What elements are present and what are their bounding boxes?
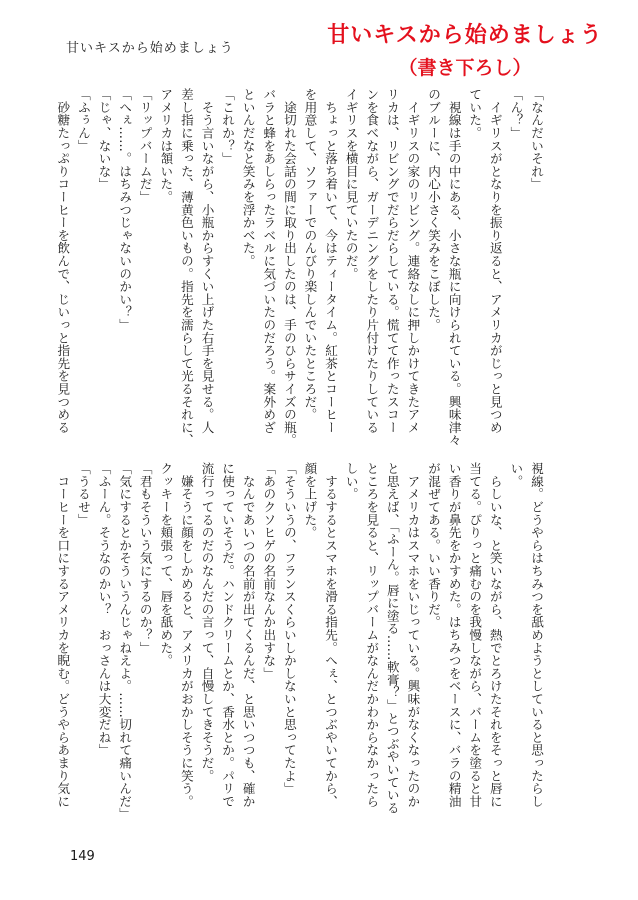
text-line: 「そういうの、フランスくらいしかしないと思ってたよ」 (281, 462, 297, 795)
text-line: そう言いながら、小瓶からすくい上げた右手を見せる。人 (199, 88, 215, 434)
text-line: 「なんだいそれ」 (529, 88, 544, 191)
text-line: を用意して、ソファーでのんびり楽しんでいたところだ。 (302, 88, 318, 421)
text-line: い。 (508, 462, 524, 488)
text-line: するするとスマホを滑る指先。へぇ、とつぶやいてから、 (323, 462, 339, 808)
text-line: 途切れた会話の間に取り出したのは、手のひらサイズの瓶。 (281, 88, 297, 447)
text-line: が混ぜてある。いい香りだ。 (426, 462, 442, 629)
text-line: 「気にするとかそういうんじゃねえよ。……切れて痛いんだ」 (117, 462, 133, 821)
text-line: 当てる。ぴりっと痛むのを我慢しながら、バームを塗ると甘 (467, 462, 483, 808)
text-line: バラと蜂をあしらったラベルに気づいたのだろう。案外めざ (261, 88, 277, 434)
text-line: 「ふぅん」 (75, 88, 91, 152)
text-line: と思えば、「ふーん。唇に塗る……軟膏？」とつぶやいている (384, 462, 400, 815)
text-line: ンを食べながら、ガーデニングをしたり片付けたりしている (364, 88, 380, 434)
text-line: 「リップバームだ」 (137, 88, 153, 204)
text-line: アメリカは頷いた。 (158, 88, 174, 204)
text-line: といんだなと笑みを浮かべた。 (240, 88, 256, 268)
text-line: なんであいつの名前が出てくるんだ、と思いつつも、確か (240, 462, 256, 808)
overlay-title-line2: （書き下ろし） (398, 57, 532, 79)
text-line: 「うるせ」 (75, 462, 91, 526)
text-line: イギリスを横目に見ていたのだ。 (343, 88, 359, 280)
text-line: 「あのクソヒゲの名前なんか出すな」 (261, 462, 277, 680)
text-line: アメリカはスマホをいじっている。興味がなくなったのか (405, 462, 421, 808)
text-line: クッキーを頬張って、唇を舐めた。 (158, 462, 174, 667)
text-line: のブルーに、内心小さく笑みをこぼした。 (426, 88, 442, 332)
text-line: 「ふーん。そうなのかい？ おっさんは大変だね」 (96, 462, 112, 757)
text-line: 嫌そうに顔をしかめると、アメリカがおかしそうに笑う。 (178, 462, 194, 808)
text-line: 「これか？」 (220, 88, 236, 165)
overlay-title-line1: 甘いキスから始めましょう (327, 23, 603, 48)
text-line: ところを見ると、リップバームがなんだかわからなかったら (364, 462, 380, 808)
page-number: 149 (70, 849, 95, 864)
text-line: イギリスがとなりを振り返ると、アメリカがじっと見つめ (487, 88, 503, 434)
text-line: 「ん？」 (508, 88, 524, 140)
text-line: 顔を上げた。 (302, 462, 318, 539)
running-head: 甘いキスから始めましょう (66, 41, 234, 56)
text-block-top (55, 88, 546, 450)
text-line: 流行ってるのだのなんだの言って、自慢してきそうだ。 (199, 462, 215, 782)
text-line: 差し指に乗った、薄黄色いもの。指先を濡らして光るそれに、 (178, 88, 194, 447)
text-line: しい。 (343, 462, 359, 501)
text-line: 視線。どうやらはちみつを舐めようとしていると思ったらし (529, 462, 544, 808)
text-line: に使っていそうだ。ハンドクリームとか、香水とか。パリで (220, 462, 236, 808)
overlay-title (320, 18, 610, 80)
text-line: い香りが鼻先をかすめた。はちみつをベースに、バラの精油 (446, 462, 462, 808)
text-line: 「君もそういう気にするのか？」 (137, 462, 153, 654)
text-line: 視線は手の中にある、小さな瓶に向けられている。興味津々 (446, 88, 462, 447)
text-line: コーヒーを口にするアメリカを睨む。どうやらあまり気に (55, 462, 71, 808)
text-line: ちょっと落ち着いて、今はティータイム。紅茶とコーヒー (323, 88, 339, 434)
text-line: イギリスの家のリビング。連絡なしに押しかけてきたアメ (405, 88, 421, 434)
text-line: 「じゃ、ないな」 (96, 88, 112, 191)
text-line: 「へぇ……。はちみつじゃないのかい？」 (117, 88, 133, 332)
text-block-bottom (55, 462, 546, 832)
text-line: リカは、リビングでだらだらしている。慌てて作ったスコー (384, 88, 400, 434)
text-line: ていた。 (467, 88, 483, 140)
text-line: らしいな、と笑いながら、熱でとろけたそれをそっと唇に (487, 462, 503, 808)
text-line: 砂糖たっぷりコーヒーを飲んで、じいっと指先を見つめる (55, 88, 71, 434)
